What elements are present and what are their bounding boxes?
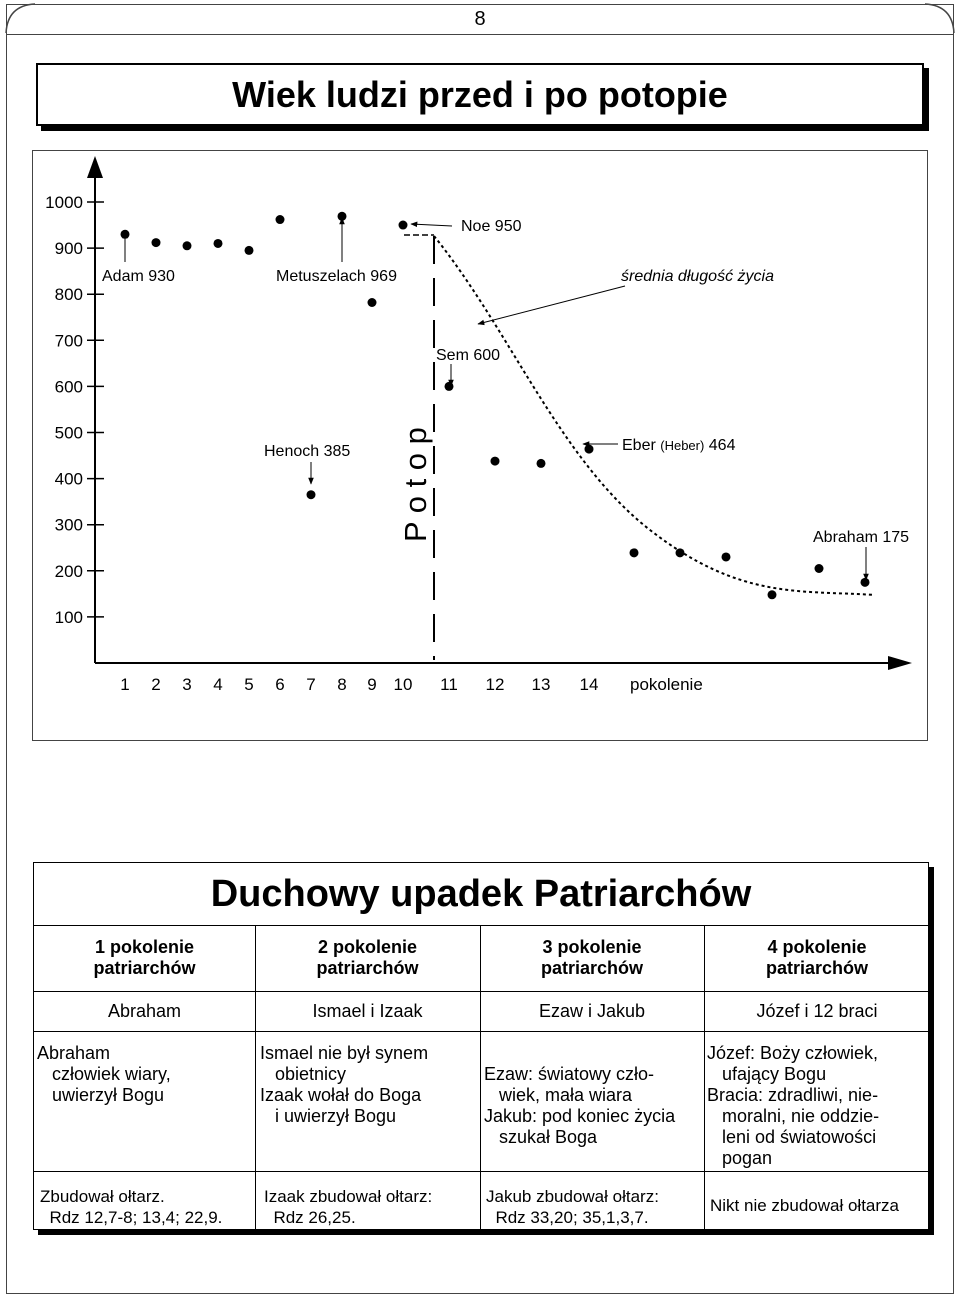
annotation-sem: Sem 600 (436, 347, 501, 364)
data-point (861, 578, 870, 587)
row-divider (34, 1031, 928, 1032)
noe-arrow (411, 224, 452, 226)
y-tick-label: 100 (54, 607, 83, 627)
x-tick-label: 9 (367, 675, 377, 694)
data-point (676, 548, 685, 557)
y-tick-label: 1000 (45, 193, 83, 212)
data-point (445, 382, 454, 391)
names-generation-4: Józef i 12 braci (756, 1001, 878, 1021)
x-tick-label: 5 (244, 675, 254, 694)
description-generation-3: Ezaw: światowy czło- wiek, mała wiara Jakub: pod koniec życia szukał Boga (484, 1064, 676, 1147)
x-tick-label: 13 (531, 675, 551, 694)
annotation-henoch: Henoch 385 (264, 443, 351, 460)
data-point (399, 221, 408, 230)
y-tick-label: 200 (54, 561, 83, 581)
altar-generation-2: Izaak zbudował ołtarz: Rdz 26,25. (264, 1187, 433, 1227)
x-tick-label: 10 (393, 675, 413, 694)
x-tick-label: 1 (120, 675, 130, 694)
names-generation-2: Ismael i Izaak (312, 1001, 423, 1021)
y-axis-arrow (87, 156, 103, 178)
header-generation-3: 3 pokolenie patriarchów (540, 937, 644, 978)
names-generation-1: Abraham (107, 1001, 182, 1021)
table-title: Duchowy upadek Patriarchów (34, 863, 928, 926)
y-tick-label: 300 (54, 515, 83, 535)
data-point (815, 564, 824, 573)
annotation-noe: Noe 950 (461, 218, 522, 235)
annotation-adam: Adam 930 (102, 268, 175, 285)
y-tick-label: 500 (54, 423, 83, 443)
x-tick-label: 4 (213, 675, 223, 694)
altar-generation-1: Zbudował ołtarz. Rdz 12,7-8; 13,4; 22,9. (40, 1187, 223, 1227)
y-tick-label: 900 (54, 239, 83, 259)
lifespan-trend-curve (434, 236, 875, 595)
description-generation-4: Józef: Boży człowiek, ufający Bogu Bracia: zdradliwi, nie- moralni, nie oddzie- leni od światowości pogan (707, 1043, 880, 1168)
page-title: Wiek ludzi przed i po potopie (36, 63, 924, 126)
data-point (722, 552, 731, 561)
page-number: 8 (474, 8, 486, 30)
data-point (585, 445, 594, 454)
y-tick-label: 600 (54, 377, 83, 397)
data-point (630, 548, 639, 557)
altar-generation-3: Jakub zbudował ołtarz: Rdz 33,20; 35,1,3,7. (486, 1187, 659, 1227)
header-generation-1: 1 pokolenie patriarchów (93, 937, 196, 978)
x-tick-label: 11 (440, 675, 458, 694)
x-tick-label: 14 (579, 675, 599, 694)
row-divider (34, 1171, 928, 1172)
data-point (245, 246, 254, 255)
y-tick-label: 400 (54, 469, 83, 489)
names-generation-3: Ezaw i Jakub (538, 1001, 646, 1021)
x-tick-label: 3 (182, 675, 192, 694)
description-generation-1: Abraham człowiek wiary, uwierzył Bogu (37, 1043, 171, 1105)
row-divider (34, 991, 928, 992)
patriarchs-table (33, 862, 929, 1230)
annotation-metuszelach: Metuszelach 969 (276, 268, 397, 285)
annotation-eber: Eber (Heber) 464 (622, 437, 736, 454)
data-point (491, 457, 500, 466)
x-tick-label: 2 (151, 675, 161, 694)
data-point (368, 298, 377, 307)
x-axis-arrow (888, 656, 912, 670)
data-point (537, 459, 546, 468)
description-generation-2: Ismael nie był synem obietnicy Izaak wołał do Boga i uwierzył Bogu (260, 1043, 429, 1126)
x-tick-label: 12 (485, 675, 505, 694)
data-point (152, 238, 161, 247)
x-tick-label: 6 (275, 675, 285, 694)
data-point (768, 590, 777, 599)
trend-arrow (478, 286, 625, 324)
annotation-abraham: Abraham 175 (813, 529, 910, 546)
y-tick-label: 800 (54, 285, 83, 305)
data-point (214, 239, 223, 248)
data-point (276, 215, 285, 224)
trend-label: średnia długość życia (621, 268, 774, 285)
data-point (183, 241, 192, 250)
x-tick-label: 7 (306, 675, 316, 694)
x-axis-label: pokolenie (630, 675, 703, 694)
x-tick-label: 8 (337, 675, 347, 694)
header-generation-2: 2 pokolenie patriarchów (316, 937, 419, 978)
data-point (307, 490, 316, 499)
header-generation-4: 4 pokolenie patriarchów (765, 937, 869, 978)
altar-generation-4: Nikt nie zbudował ołtarza (710, 1196, 899, 1215)
y-tick-label: 700 (54, 331, 83, 351)
flood-label: P o t o p (398, 427, 433, 542)
